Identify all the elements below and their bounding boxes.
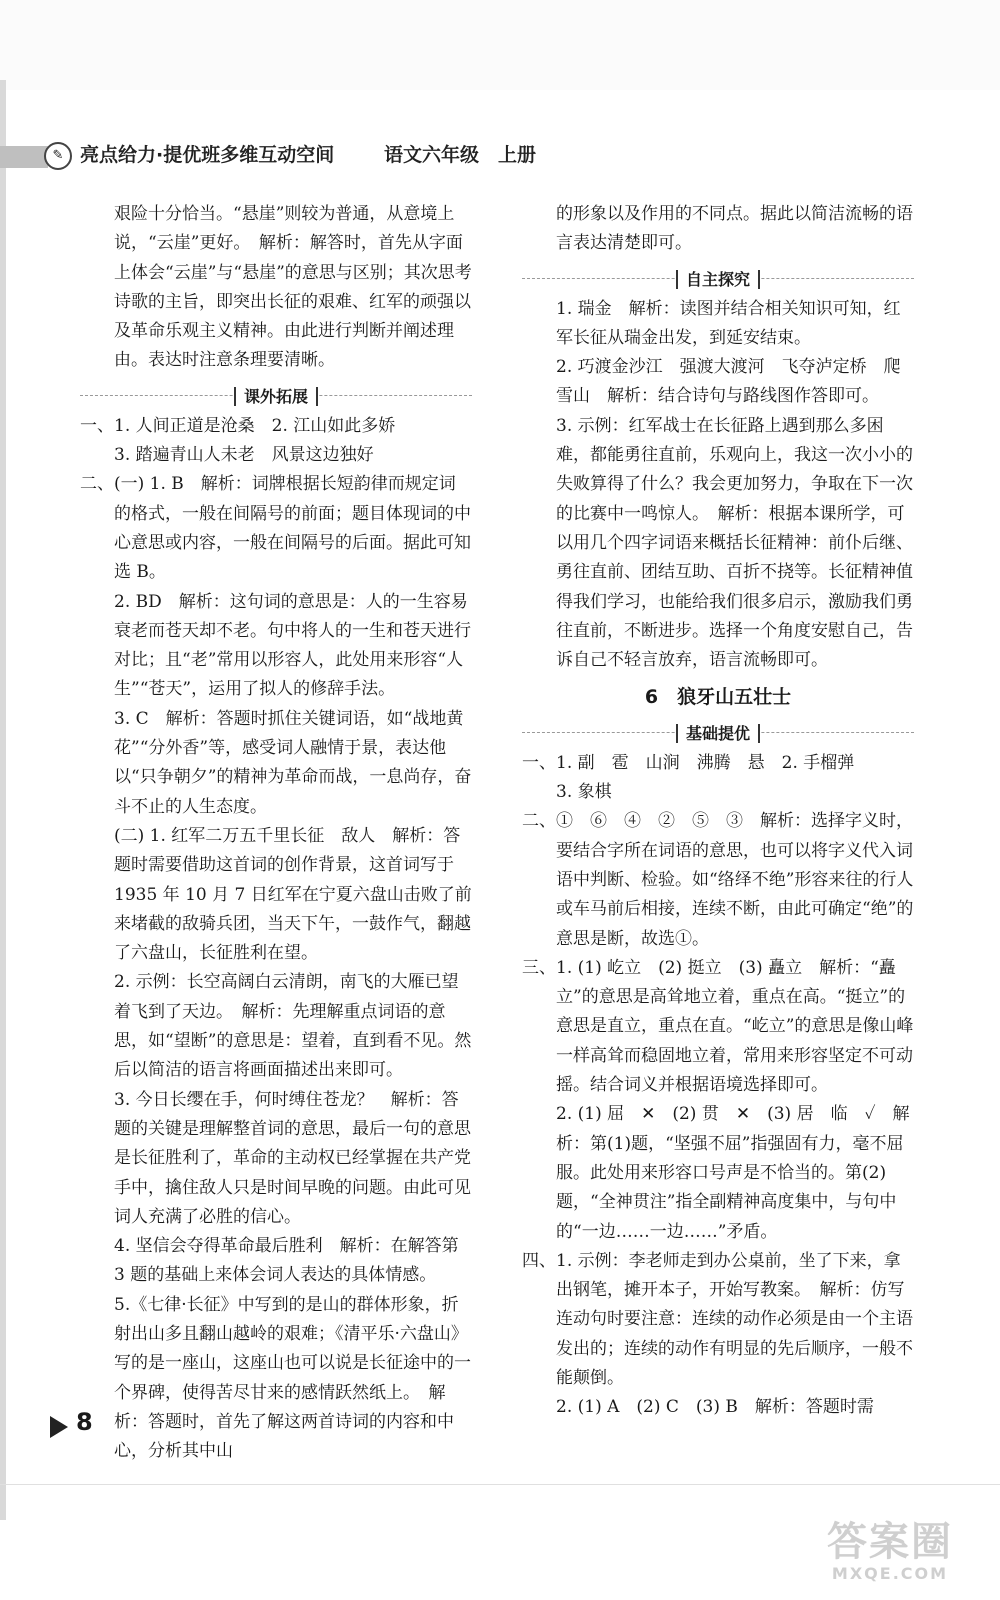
answer-item: 2. 巧渡金沙江 强渡大渡河 飞夺泸定桥 爬雪山 解析：结合诗句与路线图作答即可。 (556, 357, 901, 407)
answer-item: 3. 今日长缨在手，何时缚住苍龙？ 解析：答题的关键是理解整首词的意思，最后一句的意思是长征胜利了，革命的主动权已经掌握在共产党手中，擒住敌人只是时间早晚的问题。由此可见词人充满了必胜的信心。 (114, 1089, 471, 1227)
answer-paragraph: 的形象以及作用的不同点。据此以简洁流畅的语言表达清楚即可。 (556, 204, 913, 254)
answer-item: 2. 示例：长空高阔白云清朗，南飞的大雁已望着飞到了天边。 解析：先理解重点词语的意思，如“望断”的意思是：望着，直到看不见。然后以简洁的语言将画面描述出来即可。 (114, 972, 472, 1081)
brand-logo-icon: ✎ (44, 142, 72, 170)
answer-item: 二、① ⑥ ④ ② ⑤ ③ 解析：选择字义时，要结合字所在词语的意思，也可以将字义代入词语中判断、检验。如“络绎不绝”形容来往的行人或车马前后相接，连续不断，由此可确定“绝”的意思是断，故选①。 (522, 811, 914, 949)
lesson-title: 6 狼牙山五壮士 (644, 686, 792, 709)
section-heading (522, 265, 914, 291)
section-heading (522, 719, 914, 745)
section-heading (80, 382, 472, 408)
section-heading-label: 课外拓展 (234, 387, 318, 406)
answer-item: 1. 瑞金 解析：读图并结合相关知识可知，红军长征从瑞金出发，到延安结束。 (556, 298, 901, 348)
answer-item: 三、1. (1) 屹立 (2) 挺立 (3) 矗立 解析：“矗立”的意思是高耸地立着，重点在高。“挺立”的意思是直立，重点在直。“屹立”的意思是像山峰一样高耸而稳固地立着，常用来形容坚定不可动摇。结合词义并根据语境选择即可。 (522, 957, 914, 1096)
page-number: 8 (76, 1408, 93, 1436)
bottom-divider (0, 1484, 1000, 1485)
answer-item: 3. 象棋 (556, 782, 612, 803)
left-column (80, 200, 472, 1466)
page-edge-shadow (0, 80, 6, 1520)
answer-item: 2. (1) 屈 ✕ (2) 贯 ✕ (3) 居 临 ✓ 解析：第(1)题，“坚强不屈”指强固有力，毫不屈服。此处用来形容口号声是不恰当的。第(2)题，“全神贯注”指全副精神高度集中，与句中的“一边……一边……”矛盾。 (556, 1104, 910, 1242)
answer-item: 2. (1) A (2) C (3) B 解析：答题时需 (556, 1397, 874, 1418)
book-subject: 语文六年级 上册 (384, 144, 537, 166)
answer-item: 3. 示例：红军战士在长征路上遇到那么多困难，都能勇往直前，乐观向上，我这一次小小的失败算得了什么？我会更加努力，争取在下一次的比赛中一鸣惊人。 解析：根据本课所学，可以用几个四字词语来概括长征精神：前仆后继、勇往直前、团结互助、百折不挠等。长征精神值得我们学习，也能给我们很多启示，激励我们勇往直前，不断进步。选择一个角度安慰自己，告诉自己不轻言放弃，语言流畅即可。 (556, 415, 913, 671)
answer-item: (二) 1. 红军二万五千里长征 敌人 解析：答题时需要借助这首词的创作背景，这首词写于 1935 年 10 月 7 日红军在宁夏六盘山击败了前来堵截的敌骑兵团，当天下午，一鼓作气，翻越了六盘山，长征胜利在望。 (114, 825, 472, 964)
answer-paragraph: 艰险十分恰当。“悬崖”则较为普通，从意境上说，“云崖”更好。 解析：解答时，首先从字面上体会“云崖”与“悬崖”的意思与区别；其次思考诗歌的主旨，即突出长征的艰难、红军的顽强以及革命乐观主义精神。由此进行判断并阐述理由。表达时注意条理要清晰。 (114, 204, 472, 371)
answer-item: 二、(一) 1. B 解析：词牌根据长短韵律而规定词的格式，一般在间隔号的前面；题目体现词的中心意思或内容，一般在间隔号的后面。据此可知选 B。 (80, 474, 471, 583)
book-title: 亮点给力·提优班多维互动空间 (80, 144, 335, 166)
answer-item: 3. 踏遍青山人未老 风景这边独好 (114, 445, 374, 466)
section-heading-label: 自主探究 (676, 270, 760, 289)
watermark (800, 1520, 980, 1590)
answer-item: 5.《七律·长征》中写到的是山的群体形象，折射出山多且翻山越岭的艰难；《清平乐·六盘山》写的是一座山，这座山也可以说是长征途中的一个界碑，使得苦尽甘来的感情跃然纸上。 解析：答题时，首先了解这两首诗词的内容和中心，分析其中山 (114, 1294, 471, 1462)
section-heading-label: 基础提优 (676, 724, 760, 743)
answer-item: 一、1. 副 雹 山涧 沸腾 悬 2. 手榴弹 (522, 752, 855, 773)
header-bar (0, 146, 48, 168)
answer-item: 四、1. 示例：李老师走到办公桌前，坐了下来，拿出钢笔，摊开本子，开始写教案。 解析：仿写连动句时要注意：连续的动作必须是由一个主语发出的；连续的动作有明显的先后顺序，一般不能颠倒。 (522, 1250, 913, 1388)
running-header (0, 136, 600, 180)
watermark-url: MXQE.COM (831, 1564, 949, 1583)
answer-item: 3. C 解析：答题时抓住关键词语，如“战地黄花”“分外香”等，感受词人融情于景，表达他以“只争朝夕”的精神为革命而战，一息尚存，奋斗不止的人生态度。 (114, 708, 472, 817)
answer-item: 一、1. 人间正道是沧桑 2. 江山如此多娇 (80, 415, 396, 436)
answer-item: 4. 坚信会夺得革命最后胜利 解析：在解答第 3 题的基础上来体会词人表达的具体情感。 (114, 1236, 459, 1286)
watermark-title: 答案圈 (827, 1519, 953, 1565)
right-column (522, 200, 914, 1423)
play-arrow-icon (50, 1416, 68, 1438)
top-margin (0, 0, 1000, 90)
answer-item: 2. BD 解析：这句词的意思是：人的一生容易衰老而苍天却不老。句中将人的一生和苍天进行对比；且“老”常用以形容人，此处用来形容“人生”“苍天”，运用了拟人的修辞手法。 (114, 591, 471, 700)
